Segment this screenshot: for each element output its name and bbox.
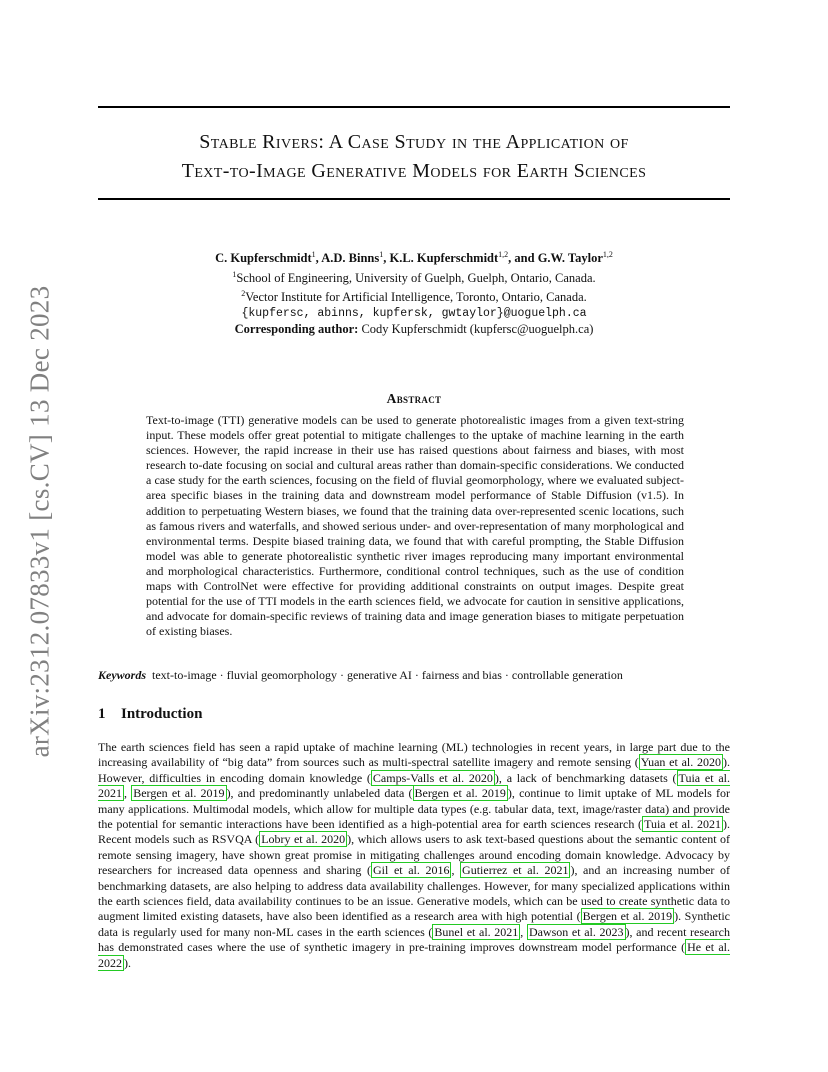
author-affiliation-marker: 1 xyxy=(379,250,384,259)
citation-link[interactable]: Gil et al. 2016 xyxy=(373,863,450,878)
citation-link[interactable]: Dawson et al. 2023 xyxy=(528,924,624,939)
author-separator: , xyxy=(383,251,390,266)
paragraph-text: ). xyxy=(124,955,131,970)
citation-link[interactable]: Tuia et al. 2021 xyxy=(98,770,730,801)
citation-link[interactable]: Yuan et al. 2020 xyxy=(640,755,722,770)
citation-link[interactable]: Gutierrez et al. 2021 xyxy=(462,863,569,878)
paragraph-text: , xyxy=(451,863,461,878)
section-heading xyxy=(98,706,730,723)
section-number: 1 xyxy=(98,706,106,722)
paragraph-text: ). Synthetic data is regularly used for many non-ML cases in the earth sciences ( xyxy=(98,909,731,939)
author-separator: , and xyxy=(508,251,538,266)
paper-title xyxy=(98,128,730,186)
paragraph-text: ), a lack of benchmarking datasets ( xyxy=(494,770,677,785)
paragraph-text: ). However, difficulties in encoding domain knowledge ( xyxy=(98,755,731,785)
author-block xyxy=(98,247,730,321)
abstract-text: Text-to-image (TTI) generative models can be used to generate photorealistic images from a given text-string input. These models offer great potential to mitigate challenges to the uptake of machine learning in the earth sciences. However, the rapid increase in their use has raised questions about fairness and biases, with most research to-date focusing on social and cultural areas rather than domain-specific considerations. We conducted a case study for the earth sciences, focusing on the field of fluvial geomorphology, where we evaluated subject-area specific biases in the training data and downstream model performance of Stable Diffusion (v1.5). In addition to perpetuating Western biases, we found that the training data over-represented scenic locations, such as famous rivers and waterfalls, and showed serious under- and over-representation of many morphological and environmental terms. Despite biased training data, we found that with careful prompting, the Stable Diffusion model was able to generate photorealistic synthetic river images reproducing many important environmental and morphological characteristics. Furthermore, conditional control techniques, such as the use of condition maps with ControlNet were effective for providing additional constraints on output images. Despite great potential for the use of TTI models in the earth sciences field, we advocate for caution in sensitive applications, and advocate for domain-specific reviews of training data and image generation biases to mitigate perpetuation of existing biases. xyxy=(146,413,684,639)
affiliation xyxy=(98,286,730,306)
affiliation-text: Vector Institute for Artificial Intelligence, Toronto, Ontario, Canada. xyxy=(245,290,587,305)
author-separator: , xyxy=(315,251,322,266)
author-name: G.W. Taylor xyxy=(537,251,603,266)
author-name: C. Kupferschmidt xyxy=(215,251,312,266)
introduction-paragraph xyxy=(98,740,730,971)
author-affiliation-marker: 1 xyxy=(311,250,316,259)
paragraph-text: , xyxy=(520,924,527,939)
paragraph-text: The earth sciences field has seen a rapid uptake of machine learning (ML) technologies in recent years, in large part due to the increasing availability of “big data” from sources such as multi-spectral satellite imagery and remote sensing ( xyxy=(98,740,730,770)
author-affiliation-marker: 1,2 xyxy=(498,250,509,259)
affiliation xyxy=(98,267,730,287)
keywords-label: Keywords xyxy=(98,668,146,682)
section-title: Introduction xyxy=(121,706,203,722)
corresponding-author xyxy=(98,322,730,337)
affiliation-marker: 1 xyxy=(232,269,237,279)
paragraph-text: ), and an increasing number of benchmarking datasets, are also helping to address data availability challenges. However, for many specialized applications within the earth sciences field, data availability continues to be an issue. Generative models, which can be used to create synthetic data to augment limited existing datasets, have also been identified as a research area with high potential ( xyxy=(98,863,731,924)
paragraph-text: , xyxy=(124,786,132,801)
affiliation-marker: 2 xyxy=(241,289,246,299)
title-top-rule xyxy=(98,106,730,108)
title-line-1: Stable Rivers: A Case Study in the Application of xyxy=(199,131,629,153)
citation-link[interactable]: Bergen et al. 2019 xyxy=(414,786,506,801)
citation-link[interactable]: He et al. 2022 xyxy=(98,940,731,970)
paragraph-text: ), and recent research has demonstrated cases where the use of synthetic imagery in pre-training improves downstream model performance ( xyxy=(98,924,731,955)
corresponding-label: Corresponding author: xyxy=(234,322,359,336)
citation-link[interactable]: Tuia et al. 2021 xyxy=(644,817,722,832)
paragraph-text: ). Recent models such as RSVQA ( xyxy=(98,817,731,847)
author-name: K.L. Kupferschmidt xyxy=(389,251,499,266)
keywords xyxy=(98,668,738,683)
author-emails: {kupfersc, abinns, kupfersk, gwtaylor}@uoguelph.ca xyxy=(241,306,587,320)
arxiv-identifier: arXiv:2312.07833v1 [cs.CV] 13 Dec 2023 xyxy=(24,285,55,757)
citation-link[interactable]: Bunel et al. 2021 xyxy=(434,924,519,939)
title-bottom-rule xyxy=(98,198,730,200)
keywords-text: text-to-image · fluvial geomorphology · generative AI · fairness and bias · controllable generation xyxy=(152,668,623,682)
affiliation-text: School of Engineering, University of Guelph, Guelph, Ontario, Canada. xyxy=(236,270,596,285)
author-affiliation-marker: 1,2 xyxy=(602,250,613,259)
title-line-2: Text-to-Image Generative Models for Earth Sciences xyxy=(181,160,647,182)
paragraph-text: ), continue to limit uptake of ML models for many applications. Multimodal models, which allow for multiple data types (e.g. tabular data, text, image/raster data) and provide the potential for semantic interactions have been identified as a high-potential area for earth sciences research ( xyxy=(98,786,730,832)
affiliations xyxy=(98,267,730,306)
abstract-heading: Abstract xyxy=(386,391,442,406)
author-names xyxy=(98,247,730,267)
paragraph-text: ), which allows users to ask text-based questions about the semantic content of remote sensing imagery, have shown great promise in mitigating challenges around encoding domain knowledge. Advocacy by researchers for increased data openness and sharing ( xyxy=(98,832,731,878)
paragraph-text: ), and predominantly unlabeled data ( xyxy=(226,786,413,801)
arxiv-sidebar xyxy=(22,285,58,757)
citation-link[interactable]: Camps-Valls et al. 2020 xyxy=(372,770,493,785)
citation-link[interactable]: Lobry et al. 2020 xyxy=(261,832,346,847)
citation-link[interactable]: Bergen et al. 2019 xyxy=(133,786,225,801)
author-name: A.D. Binns xyxy=(321,251,380,266)
citation-link[interactable]: Bergen et al. 2019 xyxy=(582,909,673,924)
corresponding-text: Cody Kupferschmidt (kupfersc@uoguelph.ca) xyxy=(358,322,594,336)
